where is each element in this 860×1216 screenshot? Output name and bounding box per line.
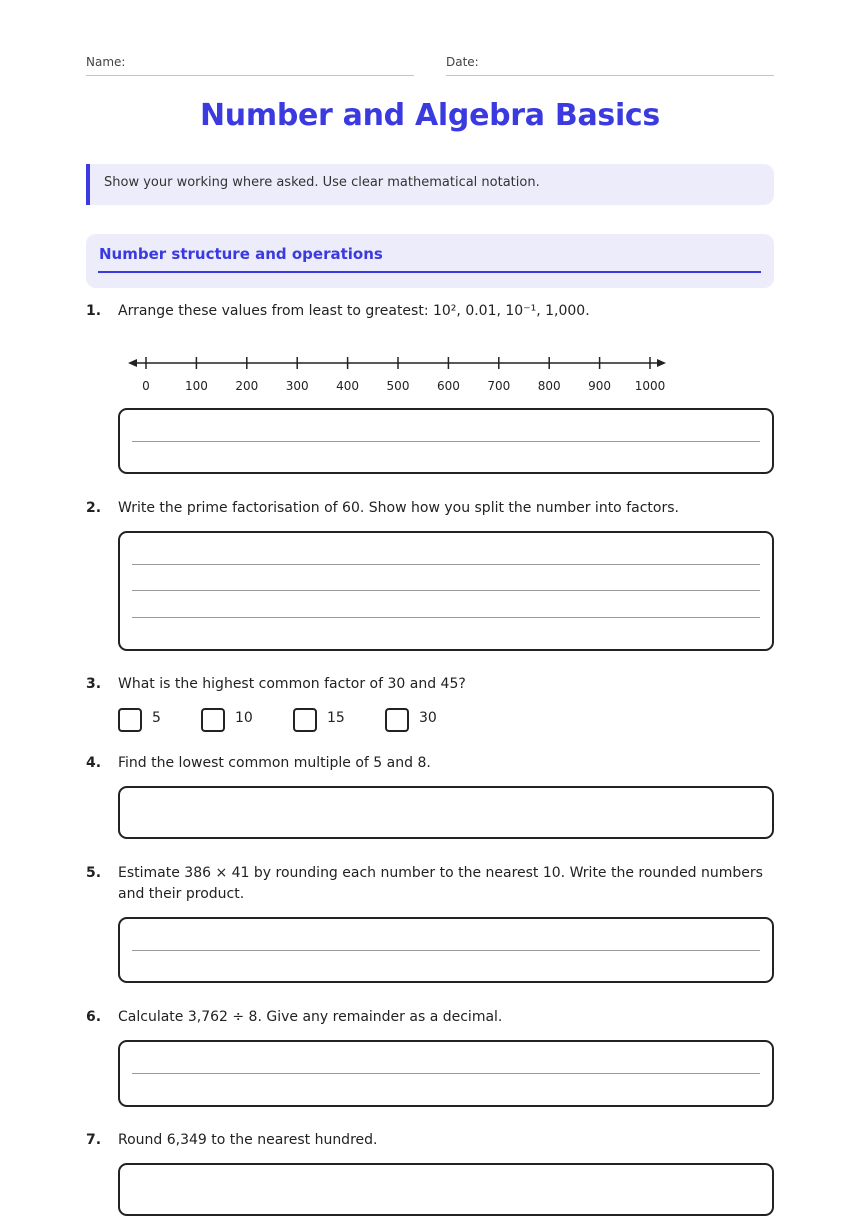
question-number-5: 5.	[86, 865, 102, 881]
left-arrow-icon	[128, 359, 137, 367]
number-line-tick-label: 700	[487, 379, 511, 393]
page-title: Number and Algebra Basics	[200, 98, 660, 133]
option-label: 15	[327, 710, 345, 726]
question-number-7: 7.	[86, 1132, 102, 1148]
question-number-6: 6.	[86, 1009, 102, 1025]
number-line-tick-label: 400	[336, 379, 360, 393]
question-text-5: Estimate 386 × 41 by rounding each number to the nearest 10. Write the rounded numbers and their product.	[118, 865, 763, 902]
question-text-4: Find the lowest common multiple of 5 and 8.	[118, 755, 431, 771]
option-label: 30	[419, 710, 437, 726]
number-line-tick-label: 300	[285, 379, 309, 393]
checkbox[interactable]	[293, 708, 317, 732]
answer-box-6[interactable]	[118, 1040, 774, 1107]
answer-line	[132, 950, 760, 951]
question-text-3: What is the highest common factor of 30 and 45?	[118, 676, 466, 692]
instructions-note: Show your working where asked. Use clear mathematical notation.	[86, 164, 774, 205]
number-line-tick-label: 1000	[634, 379, 666, 393]
question-text-7: Round 6,349 to the nearest hundred.	[118, 1132, 378, 1148]
checkbox[interactable]	[118, 708, 142, 732]
name-field[interactable]	[86, 55, 414, 76]
option-label: 10	[235, 710, 253, 726]
answer-line	[132, 590, 760, 591]
number-line-tick-label: 500	[386, 379, 410, 393]
question-number-4: 4.	[86, 755, 102, 771]
answer-line	[132, 564, 760, 565]
question-text-2: Write the prime factorisation of 60. Show how you split the number into factors.	[118, 500, 679, 516]
number-line-tick-label: 900	[588, 379, 612, 393]
number-line-tick-label: 0	[142, 379, 150, 393]
answer-box-7[interactable]	[118, 1163, 774, 1216]
section-divider	[98, 271, 761, 273]
number-line-tick-label: 600	[436, 379, 460, 393]
answer-line	[132, 617, 760, 618]
checkbox[interactable]	[201, 708, 225, 732]
section-header	[86, 234, 774, 288]
checkbox[interactable]	[385, 708, 409, 732]
question-number-2: 2.	[86, 500, 102, 516]
number-line-tick-label: 800	[537, 379, 561, 393]
number-line-tick-label: 100	[184, 379, 208, 393]
answer-box-1[interactable]	[118, 408, 774, 474]
answer-box-4[interactable]	[118, 786, 774, 839]
name-label: Name:	[86, 55, 126, 69]
date-label: Date:	[446, 55, 479, 69]
question-text-1: Arrange these values from least to greatest: 10², 0.01, 10⁻¹, 1,000.	[118, 303, 590, 319]
section-title: Number structure and operations	[99, 245, 383, 263]
answer-box-2[interactable]	[118, 531, 774, 651]
answer-box-5[interactable]	[118, 917, 774, 983]
question-number-1: 1.	[86, 303, 102, 319]
number-line-tick-label: 200	[235, 379, 259, 393]
option-label: 5	[152, 710, 161, 726]
right-arrow-icon	[657, 359, 666, 367]
question-number-3: 3.	[86, 676, 102, 692]
number-line	[128, 352, 688, 398]
question-text-6: Calculate 3,762 ÷ 8. Give any remainder as a decimal.	[118, 1009, 503, 1025]
date-field[interactable]	[446, 55, 774, 76]
answer-line	[132, 1073, 760, 1074]
answer-line	[132, 441, 760, 442]
